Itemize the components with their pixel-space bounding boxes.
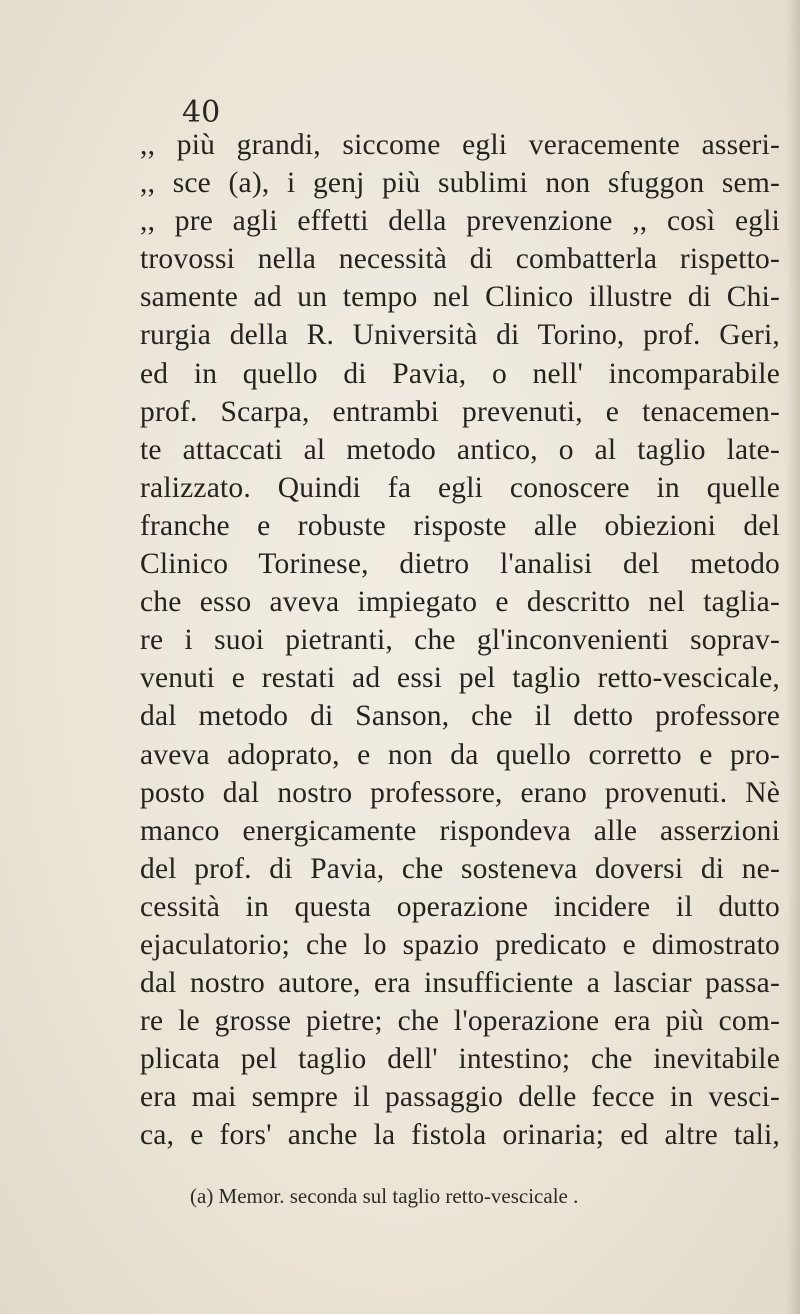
page-edge-shadow [786,0,800,1314]
text-line: ,, pre agli effetti della prevenzione ,, così egli [140,205,780,238]
text-line: trovossi nella necessità di combatterla rispetto- [140,243,780,276]
text-line: del prof. di Pavia, che sosteneva doversi di ne- [140,852,780,885]
text-line: rurgia della R. Università di Torino, prof. Geri, [140,319,780,352]
text-line: plicata pel taglio dell' intestino; che inevitabile [140,1043,780,1076]
text-line: dal nostro autore, era insufficiente a lasciar passa- [140,967,780,1000]
footnote: (a) Memor. seconda sul taglio retto-vescicale . [190,1184,579,1208]
text-line: che esso aveva impiegato e descritto nel taglia- [140,586,780,619]
text-line: era mai sempre il passaggio delle fecce in vesci- [140,1081,780,1114]
text-line: ralizzato. Quindi fa egli conoscere in quelle [140,471,780,504]
text-line: cessità in questa operazione incidere il dutto [140,890,780,923]
text-line: franche e robuste risposte alle obiezioni del [140,509,780,542]
text-line: re le grosse pietre; che l'operazione era più com- [140,1005,780,1038]
text-line: ejaculatorio; che lo spazio predicato e dimostrato [140,928,780,961]
body-text [140,126,780,1155]
page-number: 40 [182,95,221,130]
text-line: ,, sce (a), i genj più sublimi non sfuggon sem- [140,167,780,200]
text-line: prof. Scarpa, entrambi prevenuti, e tenacemen- [140,395,780,428]
text-line: venuti e restati ad essi pel taglio retto-vescicale, [140,662,780,695]
text-line: aveva adoprato, e non da quello corretto e pro- [140,738,780,771]
text-line: te attaccati al metodo antico, o al taglio late- [140,433,780,466]
text-line: manco energicamente rispondeva alle asserzioni [140,814,780,847]
text-line: re i suoi pietranti, che gl'inconvenienti soprav- [140,624,780,657]
text-line: dal metodo di Sanson, che il detto professore [140,700,780,733]
text-line: posto dal nostro professore, erano provenuti. Nè [140,776,780,809]
text-line: ca, e fors' anche la fistola orinaria; ed altre tali, [140,1119,780,1152]
text-line: ,, più grandi, siccome egli veracemente asseri- [140,129,780,161]
text-line: Clinico Torinese, dietro l'analisi del metodo [140,548,780,581]
text-line: samente ad un tempo nel Clinico illustre di Chi- [140,281,780,314]
text-line: ed in quello di Pavia, o nell' incomparabile [140,357,780,390]
